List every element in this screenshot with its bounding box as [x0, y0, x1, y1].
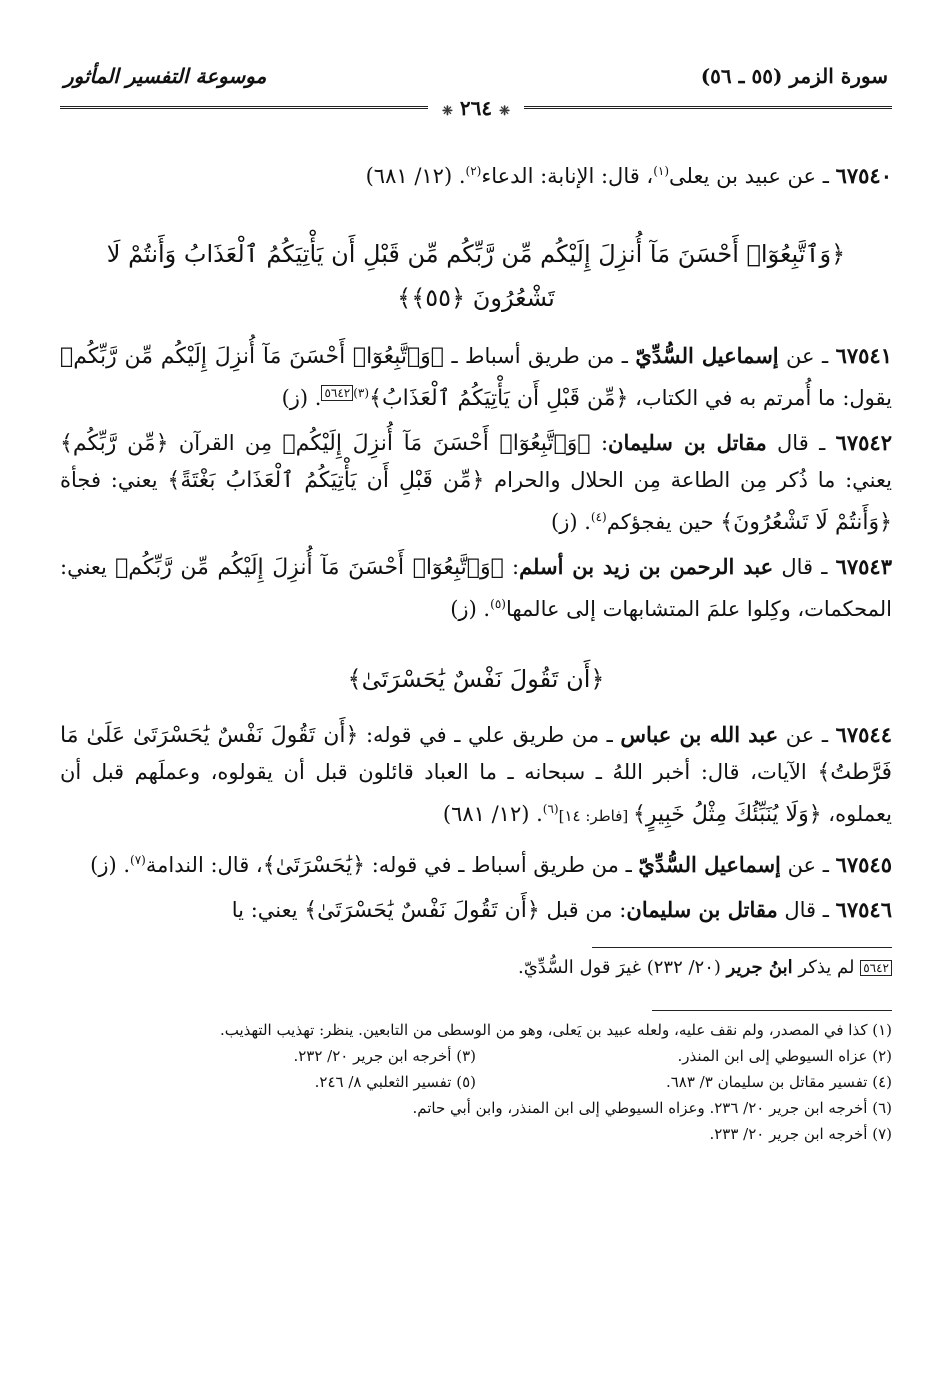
verse-heading-56: ﴿أَن تَقُولَ نَفْسٌ يَٰحَسْرَتَىٰ﴾ — [347, 665, 605, 693]
narration-text: : من قبل — [539, 898, 627, 922]
footnote-ref: (٥) — [490, 597, 506, 611]
footnote-ref: (٦) — [542, 802, 559, 816]
quoted-verse: ﴿وَٱتَّبِعُوٓا۟ أَحْسَنَ مَآ أُنزِلَ إِلَيْكُم مِّن رَّبِّكُم﴾ — [60, 344, 445, 369]
narration-67541 — [60, 338, 892, 417]
narrator-name: مقاتل بن سليمان — [626, 897, 778, 922]
quoted-verse: ﴿يَٰحَسْرَتَىٰ﴾ — [262, 853, 366, 878]
narration-text: . (ز) — [90, 853, 131, 877]
quoted-verse: ﴿مِّن قَبْلِ أَن يَأْتِيَكُمُ ٱلْعَذَابُ بَغْتَةً﴾ — [167, 468, 485, 493]
author-name: ابنُ جرير — [726, 957, 793, 978]
narration-text: ـ عن — [778, 344, 836, 368]
narration-text: الآيات، قال: أخبر اللهُ ـ سبحانه ـ ما العباد قائلون قبل أن يقولوه، وعملَهم قبل أن يعملوه، — [60, 760, 892, 826]
narrator-name: إسماعيل السُّدِّيّ — [635, 343, 779, 368]
editor-note — [60, 952, 892, 984]
narration-67545 — [60, 842, 892, 884]
narration-text: مِن القرآن — [168, 431, 283, 455]
footnote-row — [60, 1069, 892, 1095]
narrator-name: إسماعيل السُّدِّيّ — [638, 852, 781, 877]
narration-text: ـ عن — [780, 853, 836, 877]
narration-text: ـ عن — [778, 723, 836, 747]
narrator-name: عبد الرحمن بن زيد بن أسلم — [519, 554, 774, 579]
footnote-7: (٧) أخرجه ابن جرير ٢٠/ ٢٣٣. — [709, 1125, 892, 1143]
footnote-6: (٦) أخرجه ابن جرير ٢٠/ ٢٣٦. وعزاه السيوطي إلى ابن المنذر، وابن أبي حاتم. — [412, 1099, 892, 1117]
narrator-name: مقاتل بن سليمان — [608, 430, 767, 455]
narration-67543 — [60, 549, 892, 627]
footnote-3: (٣) أخرجه ابن جرير ٢٠/ ٢٣٢. — [293, 1047, 476, 1065]
narration-text: . (ز) — [281, 386, 322, 410]
quoted-verse: ﴿مِّن قَبْلِ أَن يَأْتِيَكُمُ ٱلْعَذَابُ﴾ — [369, 386, 629, 411]
narration-text: . (ز) — [450, 597, 491, 621]
quoted-verse: ﴿وَٱتَّبِعُوٓا۟ أَحْسَنَ مَآ أُنزِلَ إِلَيْكُم مِّن رَّبِّكُم﴾ — [115, 555, 504, 580]
narration-67546 — [60, 892, 892, 929]
footnote-ref: (٤) — [590, 510, 607, 524]
narration-text: ـ عن عبيد بن يعلى — [669, 164, 836, 188]
cross-reference-box: ٥٦٤٢ — [321, 385, 353, 401]
narration-number: ٦٧٥٤٣ — [835, 554, 892, 579]
narration-text: ـ من طريق علي ـ في قوله: — [358, 723, 621, 747]
narration-text: ـ قال — [777, 898, 836, 922]
footnote-ref: (٢) — [465, 164, 482, 178]
quoted-verse: ﴿مِّن رَّبِّكُم﴾ — [60, 431, 169, 456]
footnote-ref: (٧) — [130, 853, 146, 867]
footnotes — [60, 1017, 892, 1147]
footnote-ref: (١) — [653, 164, 670, 178]
narrator-name: عبد الله بن عباس — [620, 722, 779, 747]
narration-text: ـ قال — [773, 555, 836, 579]
page-number: ٢٦٤ — [459, 96, 493, 120]
narration-number: ٦٧٥٤٥ — [835, 852, 892, 877]
footnote-1: (١) كذا في المصدر، ولم نقف عليه، ولعله عبيد بن يَعلى، وهو من الوسطى من التابعين. ينظر: تهذيب التهذيب. — [219, 1021, 892, 1039]
footnote-4: (٤) تفسير مقاتل بن سليمان ٣/ ٦٨٣. — [665, 1073, 892, 1091]
narration-number: ٦٧٥٤٦ — [835, 897, 892, 922]
narration-text: . (١٢/ ٦٨١) — [365, 164, 466, 188]
narration-text: ، قال: الندامة — [145, 853, 263, 877]
note-text: (٢٠/ ٢٣٢) غيرَ قول السُّدِّيّ. — [517, 957, 727, 978]
surah-title: سورة الزمر (٥٥ ـ ٥٦) — [700, 64, 888, 88]
narration-text: ـ قال — [766, 431, 836, 455]
narration-number: ٦٧٥٤٠ — [835, 163, 892, 188]
footnote-row — [60, 1043, 892, 1069]
narration-67542 — [60, 425, 892, 541]
verse-heading-55: ﴿وَٱتَّبِعُوٓا۟ أَحْسَنَ مَآ أُنزِلَ إِلَيْكُم مِّن رَّبِّكُم مِّن قَبْلِ أَن يَأْتِيَكُمُ ٱلْعَذَابُ وَأَنتُمْ لَا تَشْعُرُونَ ﴿٥٥﴾﴾ — [106, 240, 846, 312]
footnote-2: (٢) عزاه السيوطي إلى ابن المنذر. — [677, 1047, 892, 1065]
narration-text: . (ز) — [551, 510, 591, 534]
quoted-verse: ﴿أَن تَقُولَ نَفْسٌ يَٰحَسْرَتَىٰ عَلَىٰ مَا فَرَّطتُ﴾ — [60, 723, 892, 785]
cross-reference-box: ٥٦٤٢ — [860, 960, 892, 976]
ornament-icon: ❈ — [442, 104, 453, 119]
narration-text: : — [503, 555, 520, 579]
quoted-verse: ﴿وَأَنتُمْ لَا تَشْعُرُونَ﴾ — [720, 510, 892, 535]
narration-number: ٦٧٥٤٢ — [835, 430, 892, 455]
narration-text: ، قال: الإنابة: الدعاء — [481, 164, 654, 188]
book-title: موسوعة التفسير المأثور — [64, 64, 267, 88]
narration-text: يعني: المحكمات، وكِلوا علمَ المتشابهات إلى عالمها — [60, 555, 892, 621]
footnote-ref: (٣) — [353, 386, 370, 400]
narration-text: يقول: ما أُمرتم به في الكتاب، — [628, 386, 892, 410]
note-divider — [592, 947, 892, 948]
narration-text: حين يفجؤكم — [606, 510, 721, 534]
running-header — [60, 58, 892, 120]
narration-67540 — [60, 153, 892, 194]
ornament-icon: ❈ — [499, 104, 510, 119]
narration-67544 — [60, 717, 892, 834]
footnote-divider — [652, 1010, 892, 1011]
narration-text: ـ من طريق أسباط ـ — [444, 344, 636, 368]
quoted-verse: ﴿وَٱتَّبِعُوٓا۟ أَحْسَنَ مَآ أُنزِلَ إِلَيْكُم﴾ — [282, 431, 591, 456]
note-text: لم يذكر — [792, 957, 861, 978]
narration-number: ٦٧٥٤١ — [835, 343, 892, 368]
narration-text: ـ من طريق أسباط ـ في قوله: — [365, 853, 639, 877]
narration-text: يعني: فجأة — [60, 468, 168, 492]
page-number-box — [428, 96, 524, 120]
narration-text: يعني: ما ذُكر مِن الطاعة مِن الحلال والحرام — [484, 468, 892, 492]
narration-number: ٦٧٥٤٤ — [835, 722, 892, 747]
page — [60, 58, 892, 1147]
narration-text: . (١٢/ ٦٨١) — [442, 802, 543, 826]
quoted-verse: ﴿أَن تَقُولَ نَفْسٌ يَٰحَسْرَتَىٰ﴾ — [304, 898, 540, 923]
narration-text: يعني: يا — [231, 898, 305, 922]
quoted-verse: ﴿وَلَا يُنَبِّئُكَ مِثْلُ خَبِيرٍ﴾ — [633, 802, 822, 827]
narration-text: : — [590, 431, 609, 455]
verse-reference: [فاطر: ١٤] — [558, 807, 633, 825]
footnote-5: (٥) تفسير الثعلبي ٨/ ٢٤٦. — [314, 1073, 476, 1091]
